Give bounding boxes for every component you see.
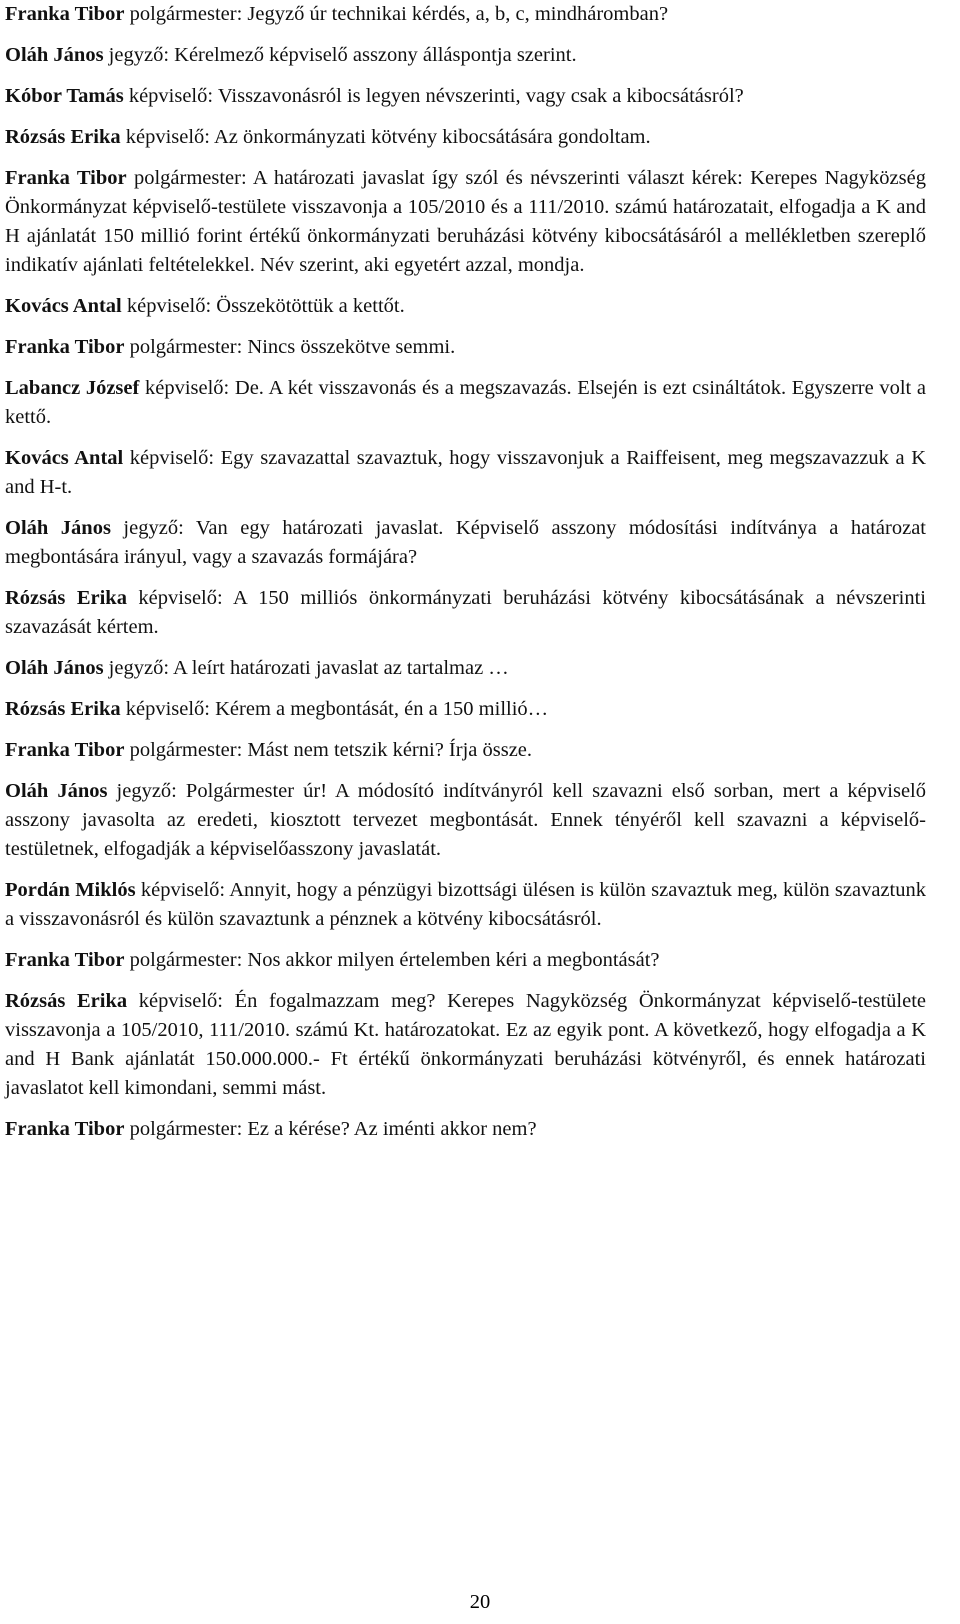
transcript-entry bbox=[5, 584, 926, 642]
speech-text: képviselő: Visszavonásról is legyen névszerinti, vagy csak a kibocsátásról? bbox=[123, 85, 744, 107]
transcript-entry bbox=[5, 987, 926, 1103]
speaker-name: Oláh János bbox=[5, 44, 104, 66]
speaker-name: Oláh János bbox=[5, 517, 111, 539]
transcript-entry bbox=[5, 374, 926, 432]
transcript-entry bbox=[5, 946, 926, 975]
transcript-entry bbox=[5, 777, 926, 864]
speech-text: képviselő: De. A két visszavonás és a megszavazás. Elsején is ezt csináltátok. Egyszerre volt a kettő. bbox=[5, 377, 926, 428]
speaker-name: Franka Tibor bbox=[5, 739, 125, 761]
speech-text: jegyző: Polgármester úr! A módosító indítványról kell szavazni első sorban, mert a képviselő asszony javasolta az eredeti, kiosztott tervezet megbontását. Ennek tényéről kell szavazni a képviselő-testületnek, elfogadják a képviselőasszony javaslatát. bbox=[5, 780, 926, 860]
speaker-name: Kovács Antal bbox=[5, 295, 122, 317]
page-number: 20 bbox=[469, 1591, 491, 1613]
speaker-name: Franka Tibor bbox=[5, 3, 125, 25]
speaker-name: Labancz József bbox=[5, 377, 140, 399]
speaker-name: Rózsás Erika bbox=[5, 587, 127, 609]
transcript-entry bbox=[5, 0, 926, 29]
speech-text: jegyző: A leírt határozati javaslat az tartalmaz … bbox=[103, 657, 509, 679]
transcript-entry bbox=[5, 736, 926, 765]
speech-text: jegyző: Kérelmező képviselő asszony álláspontja szerint. bbox=[103, 44, 577, 66]
speech-text: polgármester: Nos akkor milyen értelemben kéri a megbontását? bbox=[124, 949, 660, 971]
speaker-name: Franka Tibor bbox=[5, 1118, 125, 1140]
transcript-entry bbox=[5, 41, 926, 70]
speech-text: képviselő: Annyit, hogy a pénzügyi bizottsági ülésen is külön szavaztuk meg, külön szavaztunk a visszavonásról és külön szavaztunk a pénznek a kötvény kibocsátásról. bbox=[5, 879, 926, 930]
transcript-entry bbox=[5, 1115, 926, 1144]
speaker-name: Oláh János bbox=[5, 657, 104, 679]
transcript-entry bbox=[5, 444, 926, 502]
speaker-name: Franka Tibor bbox=[5, 949, 125, 971]
speech-text: polgármester: Jegyző úr technikai kérdés, a, b, c, mindháromban? bbox=[124, 3, 669, 25]
transcript-entry bbox=[5, 333, 926, 362]
transcript-entry bbox=[5, 123, 926, 152]
speech-text: jegyző: Van egy határozati javaslat. Képviselő asszony módosítási indítványa a határozat megbontására irányul, vagy a szavazás formájára? bbox=[5, 517, 926, 568]
transcript-entry bbox=[5, 876, 926, 934]
transcript-entry bbox=[5, 695, 926, 724]
speaker-name: Kóbor Tamás bbox=[5, 85, 124, 107]
speaker-name: Rózsás Erika bbox=[5, 990, 128, 1012]
speech-text: képviselő: Az önkormányzati kötvény kibocsátására gondoltam. bbox=[120, 126, 651, 148]
transcript-entry bbox=[5, 82, 926, 111]
speech-text: képviselő: Én fogalmazzam meg? Kerepes Nagyközség Önkormányzat képviselő-testülete visszavonja a 105/2010, 111/2010. számú Kt. határozatokat. Ez az egyik pont. A következő, hogy elfogadja a K and H Bank ajánlatát 150.000.000.- Ft értékű önkormányzati beruházási kötvényről, és ennek határozati javaslatot kell kimondani, semmi mást. bbox=[5, 990, 926, 1099]
speech-text: polgármester: Ez a kérése? Az iménti akkor nem? bbox=[124, 1118, 537, 1140]
speaker-name: Rózsás Erika bbox=[5, 126, 121, 148]
speaker-name: Franka Tibor bbox=[5, 167, 127, 189]
transcript-entry bbox=[5, 164, 926, 280]
transcript-entry bbox=[5, 514, 926, 572]
speaker-name: Oláh János bbox=[5, 780, 108, 802]
speaker-name: Franka Tibor bbox=[5, 336, 125, 358]
speech-text: polgármester: A határozati javaslat így szól és névszerinti választ kérek: Kerepes Nagyközség Önkormányzat képviselő-testülete visszavonja a 105/2010 és a 111/2010. számú határozatait, elfogadja a K and H ajánlatát 150 millió forint értékű önkormányzati beruházási kötvény kibocsátásáról a mellékletben szereplő indikatív ajánlati feltételekkel. Név szerint, aki egyetért azzal, mondja. bbox=[5, 167, 926, 276]
speech-text: képviselő: Kérem a megbontását, én a 150 millió… bbox=[120, 698, 549, 720]
speech-text: polgármester: Mást nem tetszik kérni? Írja össze. bbox=[124, 739, 533, 761]
speech-text: képviselő: Egy szavazattal szavaztuk, hogy visszavonjuk a Raiffeisent, meg megszavazzuk a K and H-t. bbox=[5, 447, 927, 498]
speaker-name: Pordán Miklós bbox=[5, 879, 136, 901]
speech-text: képviselő: A 150 milliós önkormányzati beruházási kötvény kibocsátásának a névszerinti szavazását kértem. bbox=[5, 587, 926, 638]
speech-text: képviselő: Összekötöttük a kettőt. bbox=[121, 295, 405, 317]
speaker-name: Rózsás Erika bbox=[5, 698, 121, 720]
transcript-entry bbox=[5, 292, 926, 321]
transcript-entry bbox=[5, 654, 926, 683]
speaker-name: Kovács Antal bbox=[5, 447, 124, 469]
speech-text: polgármester: Nincs összekötve semmi. bbox=[124, 336, 456, 358]
